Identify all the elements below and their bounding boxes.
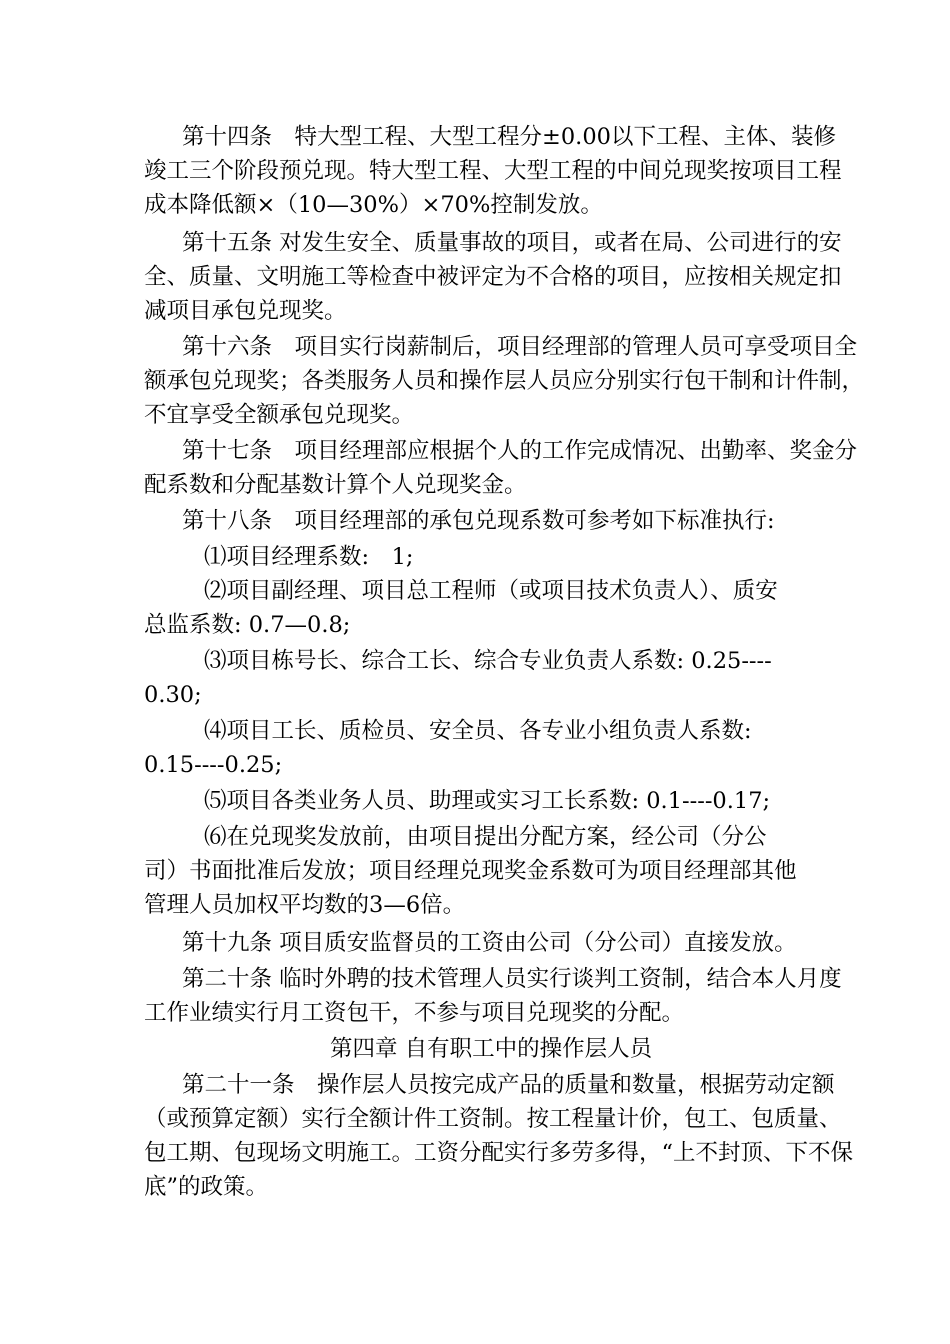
list-item: ⑶项目栋号长、综合工长、综合专业负责人系数: 0.25---- [204,648,772,674]
list-item: ⑹在兑现奖发放前，由项目提出分配方案，经公司（分公 [204,824,767,850]
text-line: 包工期、包现场文明施工。工资分配实行多劳多得，“上不封顶、下不保 [144,1140,854,1166]
text-line: 额承包兑现奖；各类服务人员和操作层人员应分别实行包干制和计件制， [144,368,865,394]
text-line: 减项目承包兑现奖。 [144,298,347,324]
text-line: 第十五条 对发生安全、质量事故的项目，或者在局、公司进行的安 [182,230,842,256]
text-line: 配系数和分配基数计算个人兑现奖金。 [144,472,527,498]
chapter-heading: 第四章 自有职工中的操作层人员 [330,1036,653,1062]
text-line: 底”的政策。 [144,1174,269,1200]
text-line: 全、质量、文明施工等检查中被评定为不合格的项目，应按相关规定扣 [144,264,842,290]
text-line: 第十四条 特大型工程、大型工程分±0.00以下工程、主体、装修 [182,124,836,150]
text-line: 管理人员加权平均数的3—6倍。 [144,892,466,918]
text-line: 第十六条 项目实行岗薪制后，项目经理部的管理人员可享受项目全 [182,334,858,360]
text-line: 第二十条 临时外聘的技术管理人员实行谈判工资制，结合本人月度 [182,966,842,992]
text-line: 0.15----0.25; [144,752,283,778]
text-line: 第十七条 项目经理部应根据个人的工作完成情况、出勤率、奖金分 [182,438,858,464]
text-line: （或预算定额）实行全额计件工资制。按工程量计价，包工、包质量、 [144,1106,842,1132]
list-item: ⑸项目各类业务人员、助理或实习工长系数: 0.1----0.17; [204,788,771,814]
text-line: 司）书面批准后发放；项目经理兑现奖金系数可为项目经理部其他 [144,858,797,884]
text-line: 总监系数: 0.7—0.8; [144,612,351,638]
text-line: 0.30; [144,682,202,708]
text-line: 成本降低额×（10—30%）×70%控制发放。 [144,192,603,218]
text-line: 第二十一条 操作层人员按完成产品的质量和数量，根据劳动定额 [182,1072,835,1098]
text-line: 第十八条 项目经理部的承包兑现系数可参考如下标准执行: [182,508,775,534]
list-item: ⑵项目副经理、项目总工程师（或项目技术负责人）、质安 [204,578,778,604]
text-line: 工作业绩实行月工资包干，不参与项目兑现奖的分配。 [144,1000,685,1026]
text-line: 不宜享受全额承包兑现奖。 [144,402,415,428]
list-item: ⑴项目经理系数: 1; [204,544,414,570]
text-line: 第十九条 项目质安监督员的工资由公司（分公司）直接发放。 [182,930,797,956]
text-line: 竣工三个阶段预兑现。特大型工程、大型工程的中间兑现奖按项目工程 [144,158,842,184]
list-item: ⑷项目工长、质检员、安全员、各专业小组负责人系数: [204,718,752,744]
